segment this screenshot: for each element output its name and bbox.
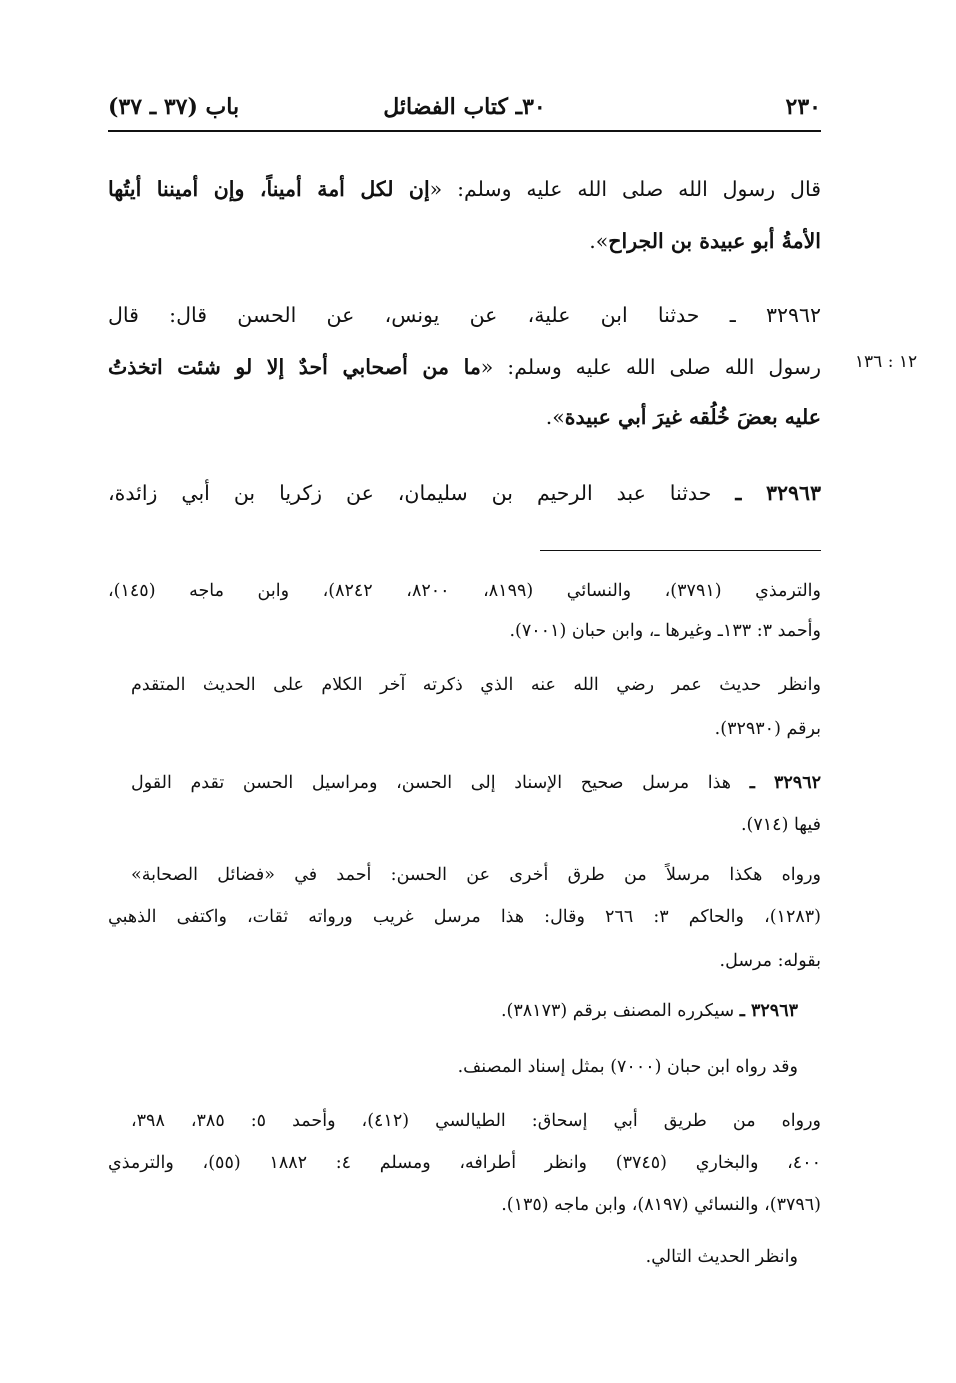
note-7-line1 xyxy=(131,1106,821,1136)
hadith-number: ٣٢٩٦٣ ـ xyxy=(735,481,821,505)
note-2-line1 xyxy=(131,670,821,700)
hadith-quote: ما من أصحابي أحدٌ إلا لو شئت اتخذتُ xyxy=(108,355,481,379)
note-6-line1 xyxy=(458,1052,798,1082)
hadith-32962-line3 xyxy=(546,402,821,432)
main-text: ٣٢٩٦٢ ـ حدثنا ابن علية، عن يونس، عن الحسن قال: قال xyxy=(108,303,821,327)
note-4-line3 xyxy=(720,946,821,976)
note-text: والترمذي (٣٧٩١)، والنسائي (٨١٩٩، ٨٢٠٠، ٨٢٤٢)، وابن ماجه (١٤٥)، xyxy=(108,581,821,601)
note-text: (١٢٨٣)، والحاكم ٣: ٢٦٦ وقال: هذا مرسل غريب ورواته ثقات، واكتفى الذهبي xyxy=(108,907,821,927)
main-text: قال رسول الله صلى الله عليه وسلم: « xyxy=(429,177,821,201)
note-2-line2 xyxy=(715,714,821,744)
note-number: ٣٢٩٦٢ ـ xyxy=(749,773,821,793)
note-text: ورواه من طريق أبي إسحاق: الطيالسي (٤١٢)، وأحمد ٥: ٣٨٥، ٣٩٨، xyxy=(131,1111,821,1131)
note-8-line1 xyxy=(646,1242,798,1272)
note-text: هذا مرسل صحيح الإسناد إلى الحسن، ومراسيل الحسن تقدم القول xyxy=(131,773,750,793)
note-7-line3 xyxy=(501,1190,821,1220)
footnote-separator xyxy=(540,550,821,551)
hadith-quote: عليه بعضَ خُلُقه غيرَ أبي عبيدة xyxy=(564,405,821,429)
note-4-line1 xyxy=(131,860,821,890)
note-text: ٤٠٠، والبخاري (٣٧٤٥) وانظر أطرافه، ومسلم ٤: ١٨٨٢ (٥٥)، والترمذي xyxy=(108,1153,821,1173)
note-text: فيها (٧١٤). xyxy=(740,815,821,835)
note-4-line2 xyxy=(108,902,821,932)
hadith-quote: إن لكل أمة أميناً، وإن أميننا أيتُها xyxy=(108,177,430,201)
note-text: وانظر الحديث التالي. xyxy=(645,1247,798,1267)
note-text: وقد رواه ابن حبان (٧٠٠٠) بمثل إسناد المصنف. xyxy=(457,1057,798,1077)
note-text: (٣٧٩٦)، والنسائي (٨١٩٧)، وابن ماجه (١٣٥). xyxy=(501,1195,821,1215)
main-text: ». xyxy=(589,229,609,253)
note-text: بقوله: مرسل. xyxy=(719,951,821,971)
note-1-line2 xyxy=(509,616,821,646)
note-text: سيكرره المصنف برقم (٣٨١٧٣). xyxy=(500,1001,740,1021)
main-p1-line2 xyxy=(589,226,821,256)
note-text: وانظر حديث عمر رضي الله عنه الذي ذكرته آخر الكلام على الحديث المتقدم xyxy=(131,675,821,695)
note-3-line2 xyxy=(741,810,821,840)
margin-reference: ١٢ : ١٣٦ xyxy=(854,352,918,372)
main-text: حدثنا عبد الرحيم بن سليمان، عن زكريا بن أبي زائدة، xyxy=(108,481,736,505)
note-3-line1 xyxy=(131,768,821,798)
page-header xyxy=(108,90,821,132)
note-5-line1 xyxy=(501,996,798,1026)
main-text: ». xyxy=(545,405,565,429)
note-text: وأحمد ٣: ١٣٣ـ وغيرها ـ، وابن حبان (٧٠٠١). xyxy=(509,621,821,641)
book-title: ٣٠ـ كتاب الفضائل xyxy=(383,94,546,120)
hadith-32962-line2 xyxy=(108,352,821,382)
note-text: ورواه هكذا مرسلاً من طرق أخرى عن الحسن: أحمد في «فضائل الصحابة» xyxy=(131,865,822,885)
page-number: ٢٣٠ xyxy=(785,94,821,120)
note-number: ٣٢٩٦٣ ـ xyxy=(739,1001,798,1021)
main-p1-line1 xyxy=(108,174,821,204)
note-7-line2 xyxy=(108,1148,821,1178)
note-1-line1 xyxy=(108,576,821,606)
hadith-quote: الأمةُ أبو عبيدة بن الجراح xyxy=(608,229,821,253)
hadith-32962-line1 xyxy=(108,300,821,330)
chapter-range: باب (٣٧ ـ ٣٧) xyxy=(108,94,240,120)
note-text: برقم (٣٢٩٣٠). xyxy=(714,719,821,739)
hadith-32963-line1 xyxy=(108,478,821,508)
main-text: رسول الله صلى الله عليه وسلم: « xyxy=(480,355,821,379)
